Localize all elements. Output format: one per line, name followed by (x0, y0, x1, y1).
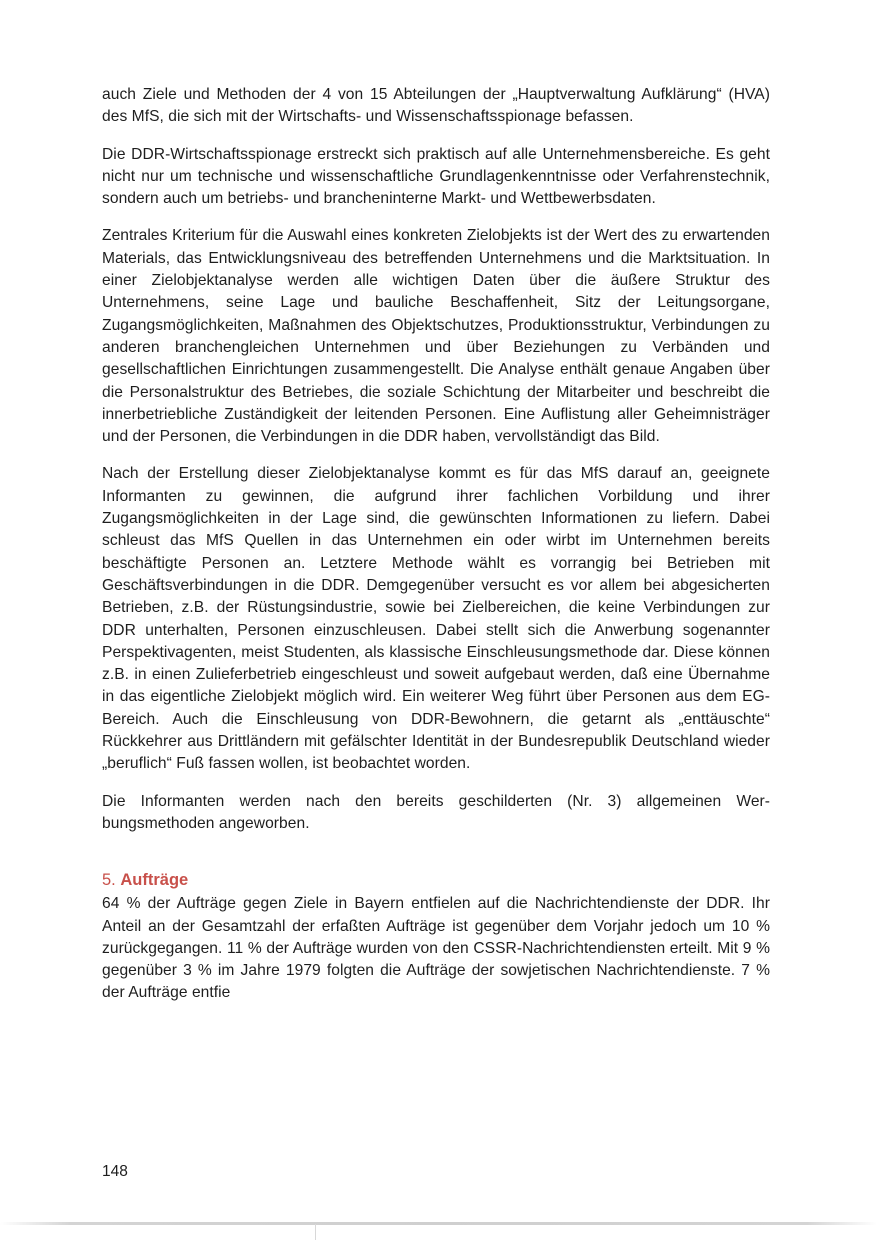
section-title: Aufträge (120, 871, 189, 890)
paragraph-hva: auch Ziele und Methoden der 4 von 15 Abteilungen der „Hauptverwaltung Aufklärung“ (HVA) des MfS, die sich mit der Wirtschafts- und Wissenschaftsspionage befassen. (102, 86, 770, 126)
paragraph-wirtschaftsspionage: Die DDR-Wirtschaftsspionage erstreckt sich praktisch auf alle Unternehmensbereiche. Es geht nicht nur um technische und wissenschaftliche Grundlagenkenntnisse oder Verfahrenstechnik, sondern auch um betriebs- und brancheninterne Markt- und Wettbewerbsdaten. (102, 145, 770, 208)
paragraph-werbungsmethoden: Die Informanten werden nach den bereits geschilderten (Nr. 3) allgemeinen Werbungsmethoden angeworben. (102, 792, 770, 832)
page-number: 148 (102, 1163, 128, 1180)
section-number: 5. (102, 871, 116, 890)
paragraph-informanten-gewinnung: Nach der Erstellung dieser Zielobjektanalyse kommt es für das MfS darauf an, geeignete Informanten zu gewinnen, die aufgrund ihrer fachlichen Vorbildung und ihrer Zugangsmöglichkeiten in der Lage sind, die gewünschten Informationen zu liefern. Dabei schleust das MfS Quellen in das Unternehmen ein oder wirbt im Unternehmen bereits beschäftigte Personen an. Letztere Methode wählt es vorrangig bei Betrieben mit Geschäftsverbindungen in die DDR. Demgegenüber versucht es vor allem bei abgesicherten Betrieben, z.B. der Rüstungsindustrie, sowie bei Zielbereichen, die keine Verbindungen zur DDR unterhalten, Personen einzuschleusen. Dabei stellt sich die Anwerbung sogenannter Perspektivagenten, meist Studenten, als klassische Einschleusungsmethode dar. Diese können z.B. in einen Zulieferbetrieb eingeschleust und soweit aufgebaut werden, daß eine Übernahme in das eigentliche Zielobjekt möglich wird. Ein weiterer Weg führt über Personen aus dem EG-Bereich. Auch die Einschleusung von DDR-Bewohnern, die getarnt als „enttäuschte“ Rückkehrer aus Drittländern mit gefälschter Identität in der Bundesrepublik Deutschland wieder „beruflich“ Fuß fassen wollen, ist beobachtet worden. (102, 465, 770, 773)
body-text (102, 84, 770, 1020)
paragraph-zielobjektanalyse: Zentrales Kriterium für die Auswahl eines konkreten Zielobjekts ist der Wert des zu erwartenden Materials, das Entwicklungsniveau des betreffenden Unternehmens und die Marktsituation. In einer Zielobjektanalyse werden alle wichtigen Daten über die äußere Struktur des Unternehmens, seine Lage und bauliche Beschaffenheit, Sitz der Leitungsorgane, Zugangsmöglichkeiten, Maßnahmen des Objektschutzes, Produktionsstruktur, Verbindungen zu anderen branchengleichen Unternehmen und über Beziehungen zu Verbänden und gesellschaftlichen Einrichtungen zusammengestellt. Die Analyse enthält genaue Angaben über die Personalstruktur des Betriebes, die soziale Schichtung der Mitarbeiter und beschreibt die innerbetriebliche Zuständigkeit der leitenden Personen. Eine Auflistung aller Geheimnisträger und der Personen, die Verbindungen in die DDR haben, vervollständigt das Bild. (102, 227, 770, 446)
section-heading (102, 868, 770, 892)
section-paragraph-auftraege: 64 % der Aufträge gegen Ziele in Bayern entfielen auf die Nachrichtendienste der DDR. Ihr Anteil an der Gesamtzahl der erfaßten Aufträge ist gegenüber dem Vorjahr jedoch um 10 % zurückgegangen. 11 % der Aufträge wurden von den CSSR-Nachrichtendiensten erteilt. Mit 9 % gegenüber 3 % im Jahre 1979 folgten die Aufträge der sowjetischen Nachrichtendienste. 7 % der Aufträge entfie (102, 895, 770, 1002)
fold-mark (315, 1224, 316, 1240)
page-bottom-edge (0, 1222, 877, 1225)
